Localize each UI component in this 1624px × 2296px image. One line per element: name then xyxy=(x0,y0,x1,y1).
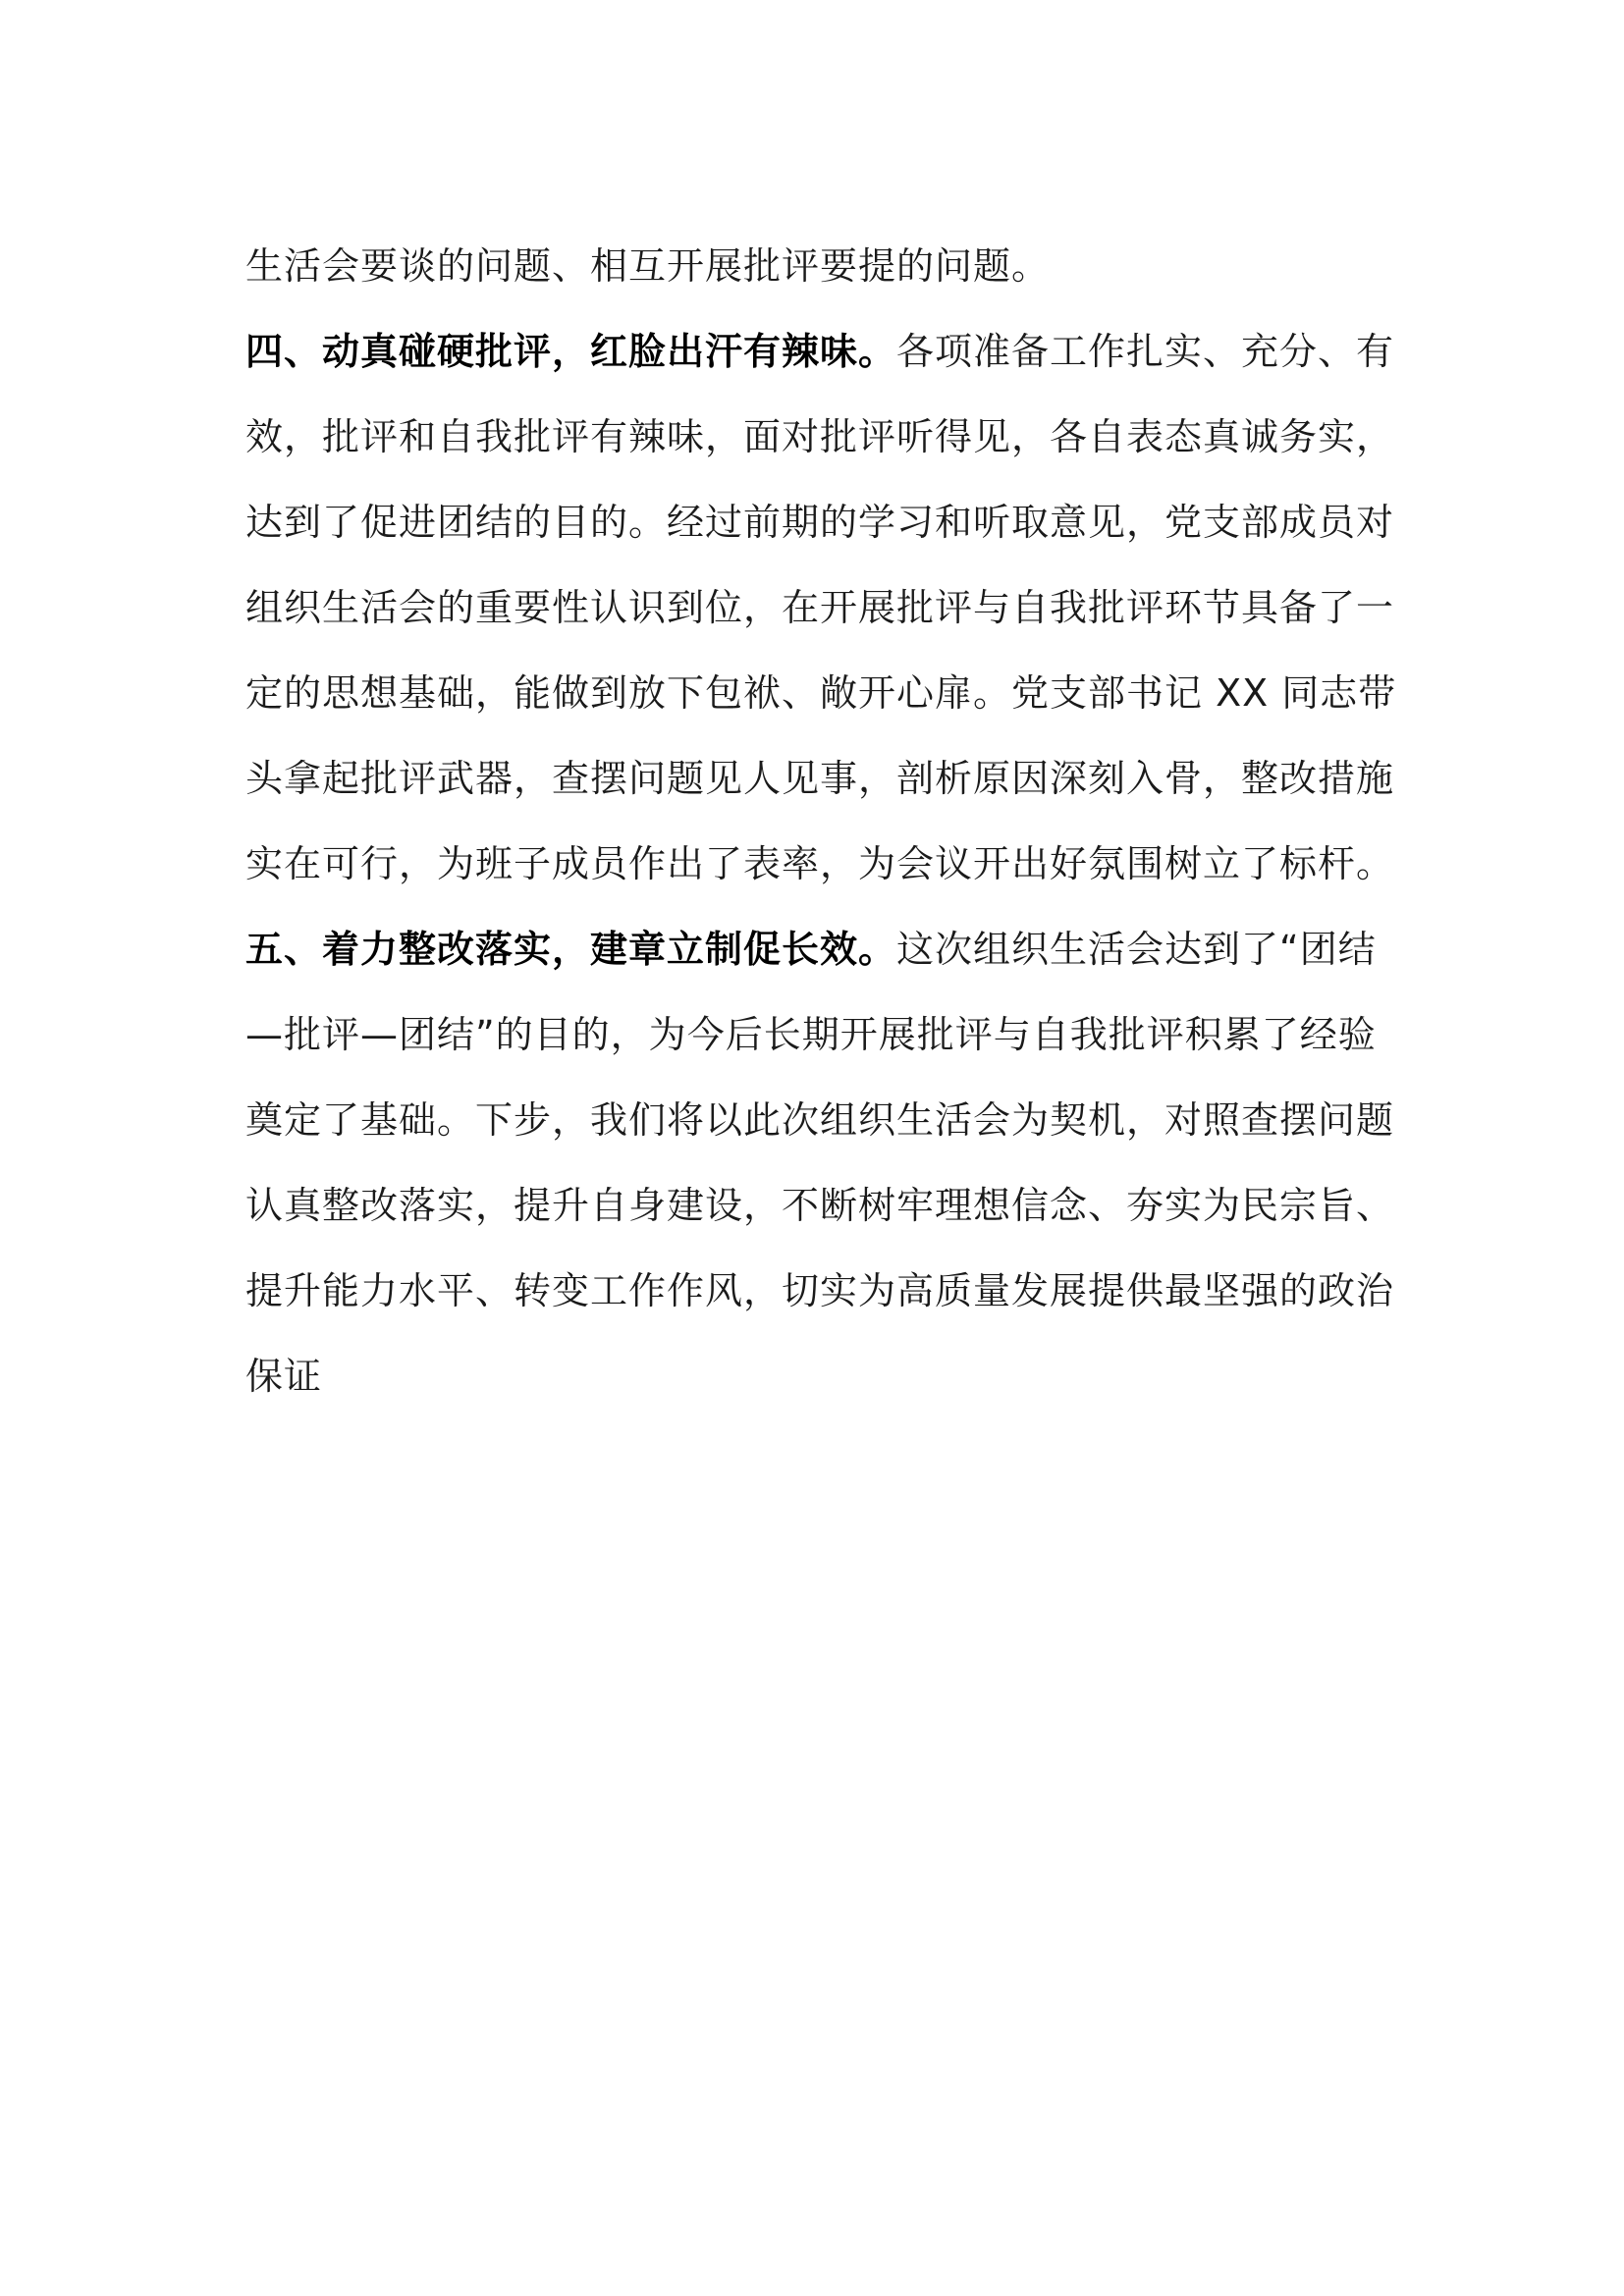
body-run: —批评—团结”的目的，为今后长期开展批评与自我批评积累了经验 xyxy=(245,1013,1377,1056)
section-heading-5: 五、着力整改落实，建章立制促长效。 xyxy=(245,928,897,971)
body-run: 头拿起批评武器，查摆问题见人见事，剖析原因深刻入骨，整改措施 xyxy=(245,757,1395,800)
text-line-1 xyxy=(245,224,1388,309)
text-line-6 xyxy=(245,651,1397,736)
body-run: 生活会要谈的问题、相互开展批评要提的问题。 xyxy=(245,244,1051,288)
body-run: 效，批评和自我批评有辣味，面对批评听得见，各自表态真诚务实， xyxy=(245,415,1395,458)
text-line-8 xyxy=(245,822,1395,907)
body-run: 各项准备工作扎实、充分、有 xyxy=(896,330,1395,373)
body-run: 这次组织生活会达到了“团结 xyxy=(896,928,1377,971)
body-run: 定的思想基础，能做到放下包袱、敞开心扉。党支部书记 XX 同志带 xyxy=(245,671,1397,715)
section-heading-4: 四、动真碰硬批评，红脸出汗有辣味。 xyxy=(245,330,897,373)
body-run: 认真整改落实，提升自身建设，不断树牢理想信念、夯实为民宗旨、 xyxy=(245,1184,1395,1227)
body-run: 组织生活会的重要性认识到位，在开展批评与自我批评环节具备了一 xyxy=(245,586,1395,629)
text-line-5 xyxy=(245,565,1395,651)
text-line-3 xyxy=(245,395,1395,480)
text-line-4 xyxy=(245,480,1395,565)
body-run: 达到了促进团结的目的。经过前期的学习和听取意见，党支部成员对 xyxy=(245,501,1395,544)
text-line-14 xyxy=(245,1334,1388,1419)
text-line-13 xyxy=(245,1249,1395,1334)
body-run: 保证 xyxy=(245,1355,323,1398)
text-line-12 xyxy=(245,1163,1395,1249)
text-line-7 xyxy=(245,736,1395,822)
body-run: 提升能力水平、转变工作作风，切实为高质量发展提供最坚强的政治 xyxy=(245,1269,1395,1312)
text-line-2 xyxy=(245,309,1395,395)
text-line-10 xyxy=(245,992,1388,1078)
body-run: 实在可行，为班子成员作出了表率，为会议开出好氛围树立了标杆。 xyxy=(245,842,1395,885)
text-line-11 xyxy=(245,1078,1395,1163)
text-line-9 xyxy=(245,907,1388,992)
document-body xyxy=(245,224,1397,1419)
body-run: 奠定了基础。下步，我们将以此次组织生活会为契机，对照查摆问题 xyxy=(245,1098,1395,1142)
